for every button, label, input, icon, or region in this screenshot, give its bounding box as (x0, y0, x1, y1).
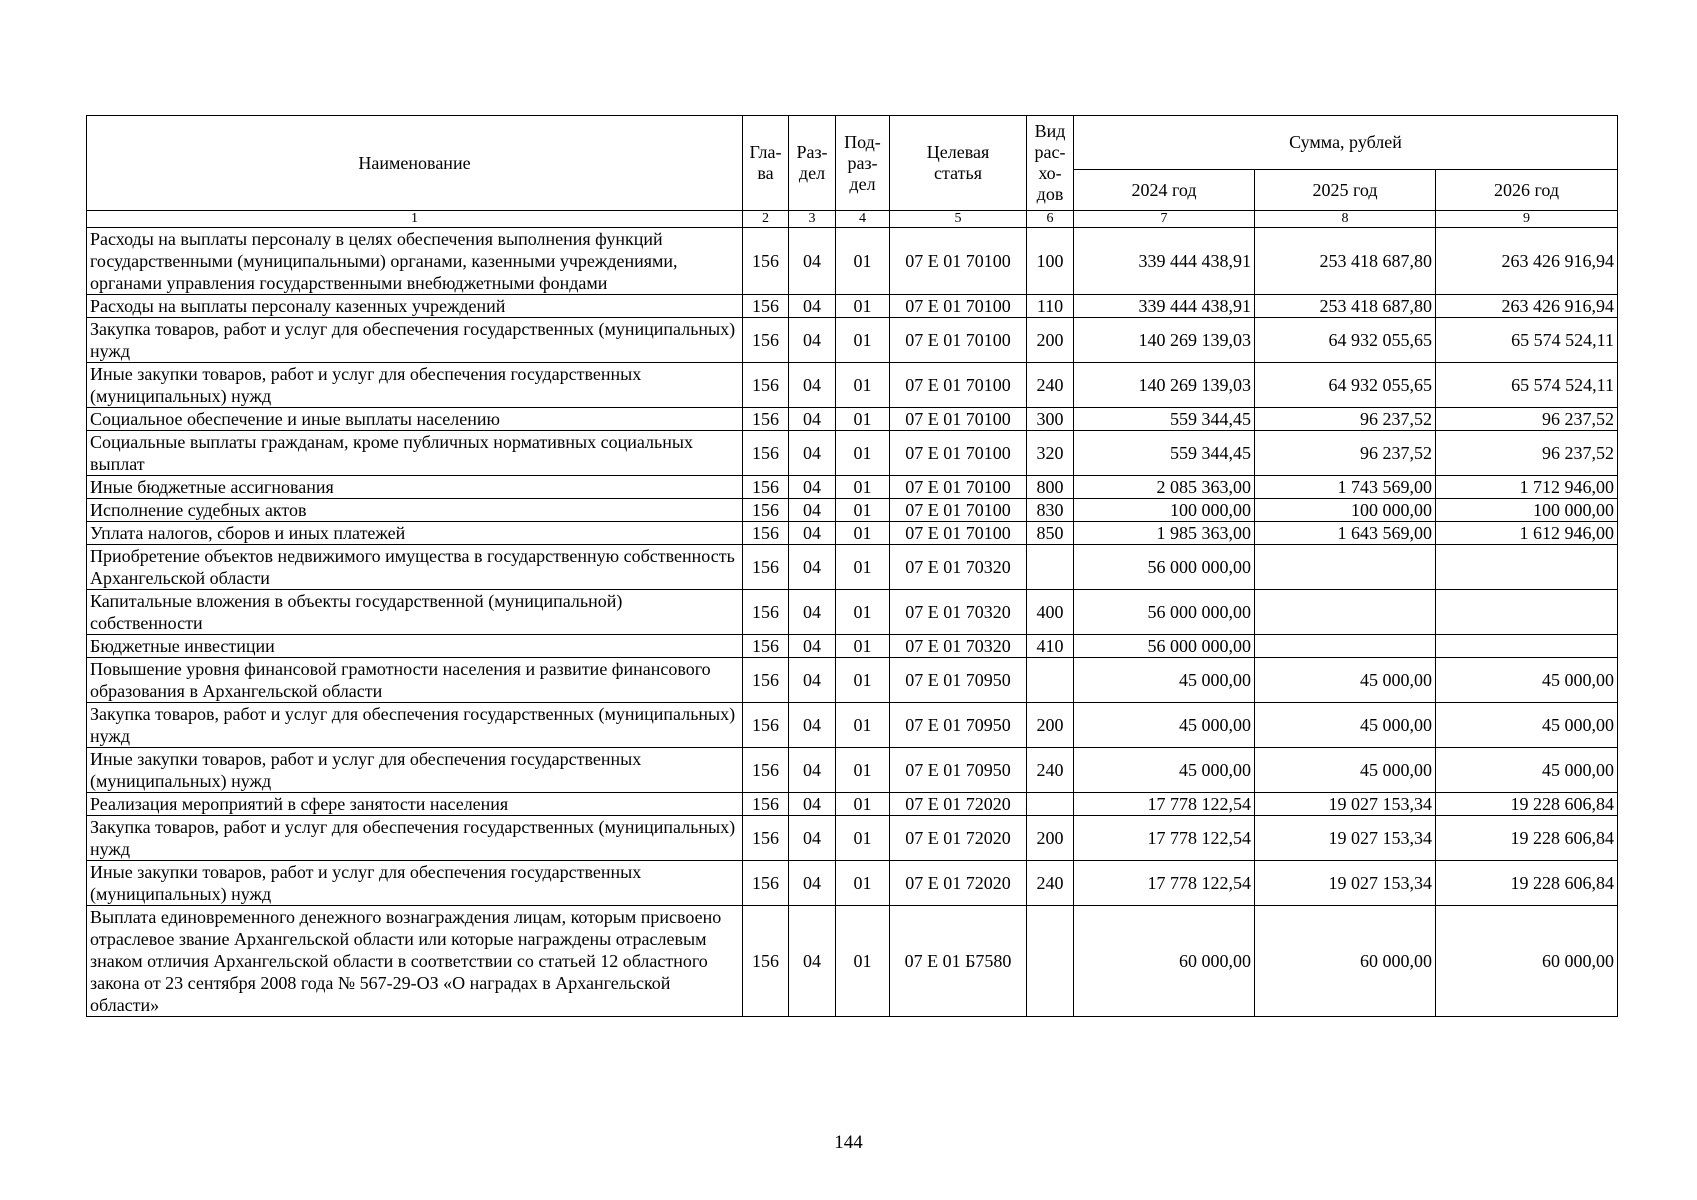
cell-target: 07 Е 01 70100 (890, 228, 1027, 295)
cell-target: 07 Е 01 70100 (890, 363, 1027, 408)
cell-2024: 56 000 000,00 (1074, 590, 1255, 635)
cell-2025: 100 000,00 (1255, 499, 1436, 522)
cell-glava: 156 (743, 363, 789, 408)
table-row (87, 408, 1618, 431)
cell-2024: 45 000,00 (1074, 658, 1255, 703)
cell-vid: 200 (1027, 816, 1074, 861)
cell-glava: 156 (743, 318, 789, 363)
cell-razdel: 04 (789, 793, 836, 816)
cell-vid: 240 (1027, 748, 1074, 793)
table-row (87, 476, 1618, 499)
cell-vid (1027, 906, 1074, 1017)
cell-2026 (1436, 590, 1618, 635)
column-number: 5 (890, 211, 1027, 228)
cell-podrazdel: 01 (836, 748, 890, 793)
cell-target: 07 Е 01 70320 (890, 545, 1027, 590)
cell-vid (1027, 658, 1074, 703)
cell-vid: 830 (1027, 499, 1074, 522)
cell-2026: 96 237,52 (1436, 431, 1618, 476)
table-row (87, 816, 1618, 861)
cell-name: Иные бюджетные ассигнования (87, 476, 743, 499)
cell-2024: 17 778 122,54 (1074, 861, 1255, 906)
cell-2024: 339 444 438,91 (1074, 228, 1255, 295)
cell-podrazdel: 01 (836, 522, 890, 545)
cell-name: Иные закупки товаров, работ и услуг для обеспечения государственных (муниципальных) нужд (87, 748, 743, 793)
cell-2024: 100 000,00 (1074, 499, 1255, 522)
cell-podrazdel: 01 (836, 635, 890, 658)
cell-2024: 60 000,00 (1074, 906, 1255, 1017)
table-row (87, 499, 1618, 522)
column-number: 9 (1436, 211, 1618, 228)
table-row (87, 295, 1618, 318)
column-number: 1 (87, 211, 743, 228)
cell-2025 (1255, 545, 1436, 590)
cell-2024: 56 000 000,00 (1074, 545, 1255, 590)
cell-razdel: 04 (789, 703, 836, 748)
cell-2026 (1436, 545, 1618, 590)
table-row (87, 363, 1618, 408)
cell-name: Выплата единовременного денежного вознаграждения лицам, которым присвоено отраслевое звание Архангельской области или которые награждены отраслевым знаком отличия Архангельской области в соответствии со статьей 12 областного закона от 23 сентября 2008 года № 567-29-ОЗ «О наградах в Архангельской области» (87, 906, 743, 1017)
cell-podrazdel: 01 (836, 861, 890, 906)
cell-2025: 1 743 569,00 (1255, 476, 1436, 499)
cell-2025: 45 000,00 (1255, 658, 1436, 703)
cell-target: 07 Е 01 70100 (890, 318, 1027, 363)
cell-razdel: 04 (789, 861, 836, 906)
cell-vid: 320 (1027, 431, 1074, 476)
header-name: Наименование (87, 116, 743, 211)
cell-2024: 56 000 000,00 (1074, 635, 1255, 658)
cell-glava: 156 (743, 635, 789, 658)
cell-2024: 2 085 363,00 (1074, 476, 1255, 499)
cell-2025: 64 932 055,65 (1255, 363, 1436, 408)
header-glava: Гла- ва (743, 116, 789, 211)
column-number: 4 (836, 211, 890, 228)
table-row (87, 906, 1618, 1017)
cell-razdel: 04 (789, 363, 836, 408)
cell-name: Приобретение объектов недвижимого имущества в государственную собственность Архангельской области (87, 545, 743, 590)
cell-name: Закупка товаров, работ и услуг для обеспечения государственных (муниципальных) нужд (87, 318, 743, 363)
cell-glava: 156 (743, 295, 789, 318)
cell-glava: 156 (743, 748, 789, 793)
cell-glava: 156 (743, 408, 789, 431)
cell-vid: 110 (1027, 295, 1074, 318)
table-row (87, 590, 1618, 635)
cell-2024: 140 269 139,03 (1074, 363, 1255, 408)
cell-podrazdel: 01 (836, 363, 890, 408)
table-row (87, 793, 1618, 816)
cell-2025: 45 000,00 (1255, 703, 1436, 748)
cell-target: 07 Е 01 70100 (890, 522, 1027, 545)
cell-vid (1027, 793, 1074, 816)
cell-razdel: 04 (789, 408, 836, 431)
header-sum: Сумма, рублей (1074, 116, 1618, 170)
cell-razdel: 04 (789, 522, 836, 545)
cell-podrazdel: 01 (836, 590, 890, 635)
table-body (87, 228, 1618, 1017)
cell-glava: 156 (743, 228, 789, 295)
column-number: 2 (743, 211, 789, 228)
cell-target: 07 Е 01 72020 (890, 861, 1027, 906)
cell-vid: 240 (1027, 363, 1074, 408)
cell-vid: 410 (1027, 635, 1074, 658)
cell-2026: 45 000,00 (1436, 703, 1618, 748)
cell-glava: 156 (743, 590, 789, 635)
cell-name: Повышение уровня финансовой грамотности населения и развитие финансового образования в Архангельской области (87, 658, 743, 703)
cell-2025 (1255, 590, 1436, 635)
cell-2024: 1 985 363,00 (1074, 522, 1255, 545)
cell-glava: 156 (743, 703, 789, 748)
header-podrazdel: Под- раз- дел (836, 116, 890, 211)
header-target: Целевая статья (890, 116, 1027, 211)
cell-podrazdel: 01 (836, 658, 890, 703)
cell-target: 07 Е 01 70100 (890, 476, 1027, 499)
table-row (87, 861, 1618, 906)
cell-2026: 65 574 524,11 (1436, 318, 1618, 363)
cell-glava: 156 (743, 861, 789, 906)
cell-target: 07 Е 01 72020 (890, 793, 1027, 816)
cell-name: Расходы на выплаты персоналу в целях обеспечения выполнения функций государственными (муниципальными) органами, казенными учреждениями, органами управления государственными внебюджетными фондами (87, 228, 743, 295)
cell-2026: 19 228 606,84 (1436, 816, 1618, 861)
cell-2026: 1 712 946,00 (1436, 476, 1618, 499)
cell-target: 07 Е 01 72020 (890, 816, 1027, 861)
cell-2025: 96 237,52 (1255, 431, 1436, 476)
cell-2026: 60 000,00 (1436, 906, 1618, 1017)
cell-vid: 850 (1027, 522, 1074, 545)
cell-glava: 156 (743, 906, 789, 1017)
cell-2025: 253 418 687,80 (1255, 228, 1436, 295)
cell-name: Социальные выплаты гражданам, кроме публичных нормативных социальных выплат (87, 431, 743, 476)
header-razdel: Раз- дел (789, 116, 836, 211)
cell-razdel: 04 (789, 590, 836, 635)
cell-2025: 19 027 153,34 (1255, 793, 1436, 816)
cell-2026: 65 574 524,11 (1436, 363, 1618, 408)
cell-razdel: 04 (789, 748, 836, 793)
cell-razdel: 04 (789, 906, 836, 1017)
cell-razdel: 04 (789, 816, 836, 861)
column-number: 3 (789, 211, 836, 228)
cell-2026: 96 237,52 (1436, 408, 1618, 431)
cell-vid: 300 (1027, 408, 1074, 431)
cell-2026: 263 426 916,94 (1436, 295, 1618, 318)
cell-2025 (1255, 635, 1436, 658)
cell-2025: 19 027 153,34 (1255, 861, 1436, 906)
cell-2024: 559 344,45 (1074, 408, 1255, 431)
cell-razdel: 04 (789, 476, 836, 499)
cell-2025: 60 000,00 (1255, 906, 1436, 1017)
cell-vid: 200 (1027, 318, 1074, 363)
cell-podrazdel: 01 (836, 228, 890, 295)
table-row (87, 748, 1618, 793)
cell-2025: 96 237,52 (1255, 408, 1436, 431)
cell-2025: 253 418 687,80 (1255, 295, 1436, 318)
table-row (87, 318, 1618, 363)
cell-glava: 156 (743, 431, 789, 476)
cell-razdel: 04 (789, 431, 836, 476)
cell-glava: 156 (743, 522, 789, 545)
cell-name: Реализация мероприятий в сфере занятости населения (87, 793, 743, 816)
cell-2026: 19 228 606,84 (1436, 793, 1618, 816)
page-number: 144 (834, 1132, 863, 1153)
cell-name: Иные закупки товаров, работ и услуг для обеспечения государственных (муниципальных) нужд (87, 363, 743, 408)
cell-2024: 559 344,45 (1074, 431, 1255, 476)
header-row-top (87, 116, 1618, 170)
cell-target: 07 Е 01 Б7580 (890, 906, 1027, 1017)
cell-podrazdel: 01 (836, 906, 890, 1017)
cell-vid: 100 (1027, 228, 1074, 295)
header-year-2024: 2024 год (1074, 170, 1255, 211)
cell-glava: 156 (743, 499, 789, 522)
cell-vid: 800 (1027, 476, 1074, 499)
cell-podrazdel: 01 (836, 499, 890, 522)
cell-2026: 45 000,00 (1436, 658, 1618, 703)
cell-podrazdel: 01 (836, 431, 890, 476)
cell-vid: 400 (1027, 590, 1074, 635)
table-row (87, 635, 1618, 658)
cell-2026: 263 426 916,94 (1436, 228, 1618, 295)
cell-name: Бюджетные инвестиции (87, 635, 743, 658)
cell-razdel: 04 (789, 228, 836, 295)
cell-vid: 240 (1027, 861, 1074, 906)
cell-2026: 45 000,00 (1436, 748, 1618, 793)
cell-podrazdel: 01 (836, 703, 890, 748)
header-vid: Вид рас- хо- дов (1027, 116, 1074, 211)
cell-podrazdel: 01 (836, 408, 890, 431)
cell-target: 07 Е 01 70320 (890, 635, 1027, 658)
cell-name: Закупка товаров, работ и услуг для обеспечения государственных (муниципальных) нужд (87, 816, 743, 861)
cell-2026: 100 000,00 (1436, 499, 1618, 522)
cell-name: Расходы на выплаты персоналу казенных учреждений (87, 295, 743, 318)
cell-name: Социальное обеспечение и иные выплаты населению (87, 408, 743, 431)
cell-2026 (1436, 635, 1618, 658)
header-column-numbers (87, 211, 1618, 228)
cell-target: 07 Е 01 70950 (890, 703, 1027, 748)
column-number: 8 (1255, 211, 1436, 228)
cell-glava: 156 (743, 793, 789, 816)
cell-target: 07 Е 01 70100 (890, 295, 1027, 318)
cell-glava: 156 (743, 545, 789, 590)
cell-podrazdel: 01 (836, 295, 890, 318)
cell-podrazdel: 01 (836, 318, 890, 363)
table-row (87, 703, 1618, 748)
cell-target: 07 Е 01 70950 (890, 658, 1027, 703)
cell-2025: 1 643 569,00 (1255, 522, 1436, 545)
cell-2024: 140 269 139,03 (1074, 318, 1255, 363)
table-row (87, 545, 1618, 590)
cell-2025: 45 000,00 (1255, 748, 1436, 793)
cell-glava: 156 (743, 658, 789, 703)
cell-vid (1027, 545, 1074, 590)
budget-table (86, 115, 1618, 1017)
cell-2026: 1 612 946,00 (1436, 522, 1618, 545)
header-year-2026: 2026 год (1436, 170, 1618, 211)
cell-razdel: 04 (789, 545, 836, 590)
cell-2024: 339 444 438,91 (1074, 295, 1255, 318)
cell-glava: 156 (743, 476, 789, 499)
cell-podrazdel: 01 (836, 816, 890, 861)
cell-2024: 17 778 122,54 (1074, 816, 1255, 861)
cell-2025: 64 932 055,65 (1255, 318, 1436, 363)
cell-2024: 17 778 122,54 (1074, 793, 1255, 816)
cell-name: Закупка товаров, работ и услуг для обеспечения государственных (муниципальных) нужд (87, 703, 743, 748)
cell-name: Капитальные вложения в объекты государственной (муниципальной) собственности (87, 590, 743, 635)
cell-podrazdel: 01 (836, 476, 890, 499)
cell-razdel: 04 (789, 499, 836, 522)
cell-target: 07 Е 01 70100 (890, 408, 1027, 431)
cell-2024: 45 000,00 (1074, 703, 1255, 748)
cell-name: Исполнение судебных актов (87, 499, 743, 522)
cell-razdel: 04 (789, 658, 836, 703)
column-number: 7 (1074, 211, 1255, 228)
column-number: 6 (1027, 211, 1074, 228)
cell-target: 07 Е 01 70100 (890, 499, 1027, 522)
cell-podrazdel: 01 (836, 545, 890, 590)
cell-razdel: 04 (789, 635, 836, 658)
cell-name: Иные закупки товаров, работ и услуг для обеспечения государственных (муниципальных) нужд (87, 861, 743, 906)
cell-target: 07 Е 01 70950 (890, 748, 1027, 793)
cell-2026: 19 228 606,84 (1436, 861, 1618, 906)
cell-glava: 156 (743, 816, 789, 861)
cell-podrazdel: 01 (836, 793, 890, 816)
cell-razdel: 04 (789, 318, 836, 363)
cell-name: Уплата налогов, сборов и иных платежей (87, 522, 743, 545)
table-row (87, 431, 1618, 476)
cell-2024: 45 000,00 (1074, 748, 1255, 793)
cell-2025: 19 027 153,34 (1255, 816, 1436, 861)
cell-vid: 200 (1027, 703, 1074, 748)
cell-razdel: 04 (789, 295, 836, 318)
table-row (87, 522, 1618, 545)
table-row (87, 658, 1618, 703)
cell-target: 07 Е 01 70100 (890, 431, 1027, 476)
cell-target: 07 Е 01 70320 (890, 590, 1027, 635)
table-row (87, 228, 1618, 295)
header-year-2025: 2025 год (1255, 170, 1436, 211)
